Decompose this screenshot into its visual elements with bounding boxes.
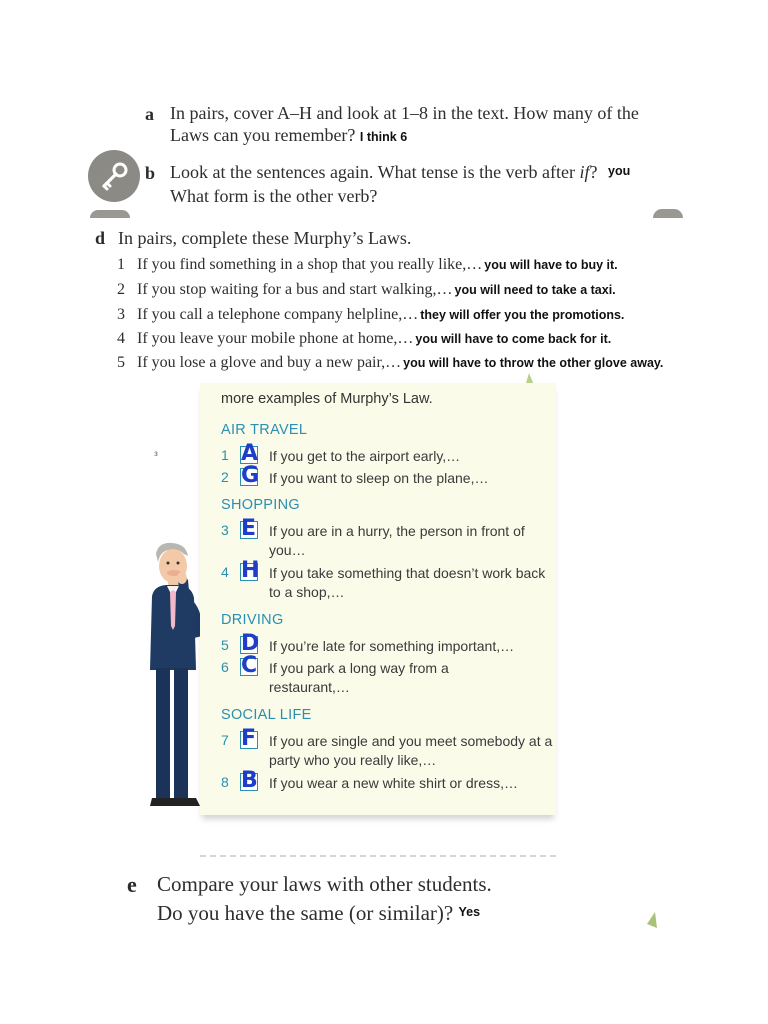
decorative-strip-right (653, 209, 683, 218)
law-row (117, 306, 624, 324)
law-row (117, 330, 611, 348)
handwritten-answer: B (241, 768, 258, 793)
item-text: If you get to the airport early,… (269, 448, 461, 464)
law-number: 2 (117, 281, 125, 298)
exercise-e-line2-wrap (157, 899, 492, 931)
law-text: If you call a telephone company helpline,… (137, 306, 419, 323)
exercise-a-letter: a (145, 104, 154, 124)
exercise-b-question (170, 161, 630, 207)
category-heading: SHOPPING (221, 497, 300, 513)
law-text: If you leave your mobile phone at home,… (137, 330, 414, 347)
exercise-a-line1: In pairs, cover A–H and look at 1–8 in the text. How many of the (170, 103, 639, 123)
divider (200, 855, 556, 857)
exercise-a-line2-wrap (170, 124, 639, 148)
handwritten-answer: D (241, 631, 260, 656)
exercise-b-letter: b (145, 163, 156, 183)
law-answer: you will have to throw the other glove away. (403, 356, 664, 370)
exercise-b-line2: What form is the other verb? (170, 186, 378, 206)
law-answer: you will need to take a taxi. (454, 283, 616, 297)
item-text: If you’re late for something important,… (269, 638, 515, 654)
exercise-e-answer: Yes (458, 905, 481, 919)
law-text: If you lose a glove and buy a new pair,… (137, 354, 402, 371)
law-row (117, 354, 663, 372)
handwritten-answer: C (241, 653, 258, 678)
item-number: 2 (221, 469, 229, 485)
item-number: 3 (221, 522, 229, 538)
handwritten-answer: F (241, 726, 257, 751)
law-answer: you will have to come back for it. (415, 332, 612, 346)
item-text: If you wear a new white shirt or dress,… (269, 775, 518, 791)
item-number: 4 (221, 564, 229, 580)
law-number: 3 (117, 306, 125, 323)
exercise-e-line1: Compare your laws with other students. (157, 872, 492, 896)
law-row (117, 281, 616, 299)
law-number: 4 (117, 330, 125, 347)
law-text: If you stop waiting for a bus and start walking,… (137, 281, 453, 298)
law-answer: you will have to buy it. (484, 258, 618, 272)
item-number: 5 (221, 637, 229, 653)
category-heading: DRIVING (221, 612, 284, 628)
decorative-strip (90, 210, 130, 218)
exercise-b-line1-wrap (170, 161, 630, 185)
exercise-a-answer: I think 6 (359, 130, 408, 144)
law-number: 5 (117, 354, 125, 371)
murphys-law-panel (200, 383, 556, 815)
exercise-b-answer: you (608, 164, 631, 178)
exercise-d-letter: d (95, 228, 106, 248)
law-answer: they will offer you the promotions. (420, 308, 625, 322)
item-text: If you park a long way from a restaurant,… (269, 660, 449, 695)
exercise-b-line1: Look at the sentences again. What tense is the verb after (170, 162, 580, 182)
item-number: 6 (221, 659, 229, 675)
handwritten-answer: E (241, 516, 257, 541)
margin-mark: ᵌ (154, 448, 158, 462)
category-heading: SOCIAL LIFE (221, 707, 312, 723)
exercise-a-question (170, 102, 639, 148)
law-number: 1 (117, 256, 125, 273)
exercise-a-line2: Laws can you remember? (170, 125, 356, 145)
item-text: If you want to sleep on the plane,… (269, 470, 489, 486)
exercise-b-line1-end: ? (589, 162, 598, 182)
item-number: 1 (221, 447, 229, 463)
law-text: If you find something in a shop that you really like,… (137, 256, 483, 273)
item-number: 8 (221, 774, 229, 790)
item-text: If you are single and you meet somebody at a party who you really like,… (269, 733, 553, 768)
handwritten-answer: G (241, 463, 260, 488)
panel-intro: more examples of Murphy’s Law. (221, 391, 433, 407)
exercise-b-if: if (579, 162, 590, 182)
item-text: If you are in a hurry, the person in front of you… (269, 523, 525, 558)
exercise-d-title: In pairs, complete these Murphy’s Laws. (118, 228, 412, 248)
leaf-mark-icon (647, 912, 657, 928)
handwritten-answer: H (241, 558, 260, 583)
handwritten-answer: A (241, 441, 259, 466)
key-icon (88, 150, 140, 202)
exercise-e-letter: e (127, 872, 137, 897)
item-text: If you take something that doesn’t work back to a shop,… (269, 565, 546, 600)
law-row (117, 256, 618, 274)
item-number: 7 (221, 732, 229, 748)
category-heading: AIR TRAVEL (221, 422, 308, 438)
exercise-e-question (157, 870, 492, 931)
exercise-e-line2: Do you have the same (or similar)? (157, 901, 454, 925)
